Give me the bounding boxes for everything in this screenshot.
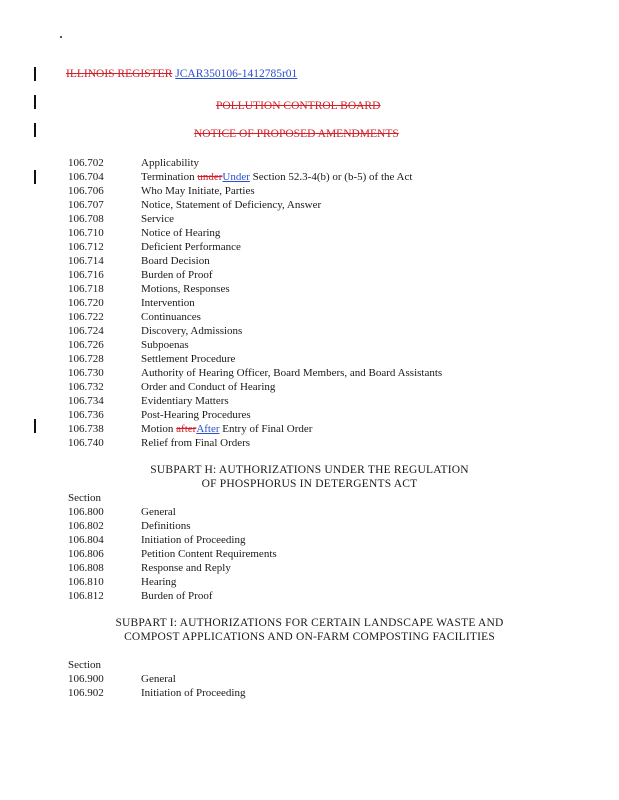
section-number: 106.712 bbox=[68, 241, 104, 253]
section-number: 106.720 bbox=[68, 297, 104, 309]
section-title: Response and Reply bbox=[141, 562, 231, 574]
section-title: Burden of Proof bbox=[141, 269, 213, 281]
section-number: 106.724 bbox=[68, 325, 104, 337]
section-title: General bbox=[141, 673, 176, 685]
section-title: Relief from Final Orders bbox=[141, 437, 251, 449]
section-number: 106.730 bbox=[68, 367, 104, 379]
section-title: Burden of Proof bbox=[141, 590, 213, 602]
deleted-text: after bbox=[176, 423, 197, 435]
section-title: Petition Content Requirements bbox=[141, 548, 277, 560]
subpart-h-heading-line1: SUBPART H: AUTHORIZATIONS UNDER THE REGULATION bbox=[150, 464, 469, 476]
section-number: 106.728 bbox=[68, 353, 104, 365]
register-header bbox=[66, 68, 297, 80]
section-number: 106.702 bbox=[68, 157, 104, 169]
section-title: Notice, Statement of Deficiency, Answer bbox=[141, 199, 322, 211]
section-number: 106.802 bbox=[68, 520, 104, 532]
title-before: Termination bbox=[141, 171, 195, 183]
section-title: Board Decision bbox=[141, 255, 210, 267]
section-title: Post-Hearing Procedures bbox=[141, 409, 251, 421]
section-title: Hearing bbox=[141, 576, 177, 588]
register-inserted-text: JCAR350106-1412785r01 bbox=[175, 68, 298, 80]
board-header bbox=[216, 100, 380, 112]
section-title: Subpoenas bbox=[141, 339, 189, 351]
section-title: Evidentiary Matters bbox=[141, 395, 229, 407]
section-number: 106.734 bbox=[68, 395, 104, 407]
section-number: 106.706 bbox=[68, 185, 104, 197]
notice-header bbox=[194, 128, 399, 140]
register-deleted-text: ILLINOIS REGISTER bbox=[66, 68, 173, 80]
section-title: Notice of Hearing bbox=[141, 227, 221, 239]
section-number: 106.707 bbox=[68, 199, 104, 211]
inserted-text: Under bbox=[222, 171, 250, 183]
section-title: Deficient Performance bbox=[141, 241, 241, 253]
section-number: 106.740 bbox=[68, 437, 104, 449]
section-number: 106.804 bbox=[68, 534, 104, 546]
section-number: 106.732 bbox=[68, 381, 104, 393]
deleted-text: under bbox=[197, 171, 223, 183]
section-title: Authority of Hearing Officer, Board Members, and Board Assistants bbox=[141, 367, 443, 379]
section-number: 106.812 bbox=[68, 590, 104, 602]
section-title: Initiation of Proceeding bbox=[141, 687, 246, 699]
section-number: 106.718 bbox=[68, 283, 104, 295]
section-title: Applicability bbox=[141, 157, 200, 169]
change-bar bbox=[34, 67, 36, 81]
subpart-i-heading-line1: SUBPART I: AUTHORIZATIONS FOR CERTAIN LANDSCAPE WASTE AND bbox=[115, 617, 504, 629]
section-title: Who May Initiate, Parties bbox=[141, 185, 255, 197]
section-number: 106.726 bbox=[68, 339, 104, 351]
section-title: Service bbox=[141, 213, 174, 225]
change-bar bbox=[34, 123, 36, 137]
section-number: 106.710 bbox=[68, 227, 104, 239]
inserted-text: After bbox=[196, 423, 220, 435]
change-bar bbox=[34, 95, 36, 109]
section-number: 106.714 bbox=[68, 255, 104, 267]
section-number: 106.716 bbox=[68, 269, 104, 281]
section-number: 106.800 bbox=[68, 506, 104, 518]
title-after: Section 52.3-4(b) or (b-5) of the Act bbox=[252, 171, 413, 183]
board-deleted-text: POLLUTION CONTROL BOARD bbox=[216, 100, 381, 112]
section-title: General bbox=[141, 506, 176, 518]
title-before: Motion bbox=[141, 423, 174, 435]
section-number: 106.722 bbox=[68, 311, 104, 323]
section-title: Continuances bbox=[141, 311, 201, 323]
section-number: 106.738 bbox=[68, 423, 104, 435]
section-label: Section bbox=[68, 659, 101, 671]
section-title: Settlement Procedure bbox=[141, 353, 236, 365]
section-number: 106.806 bbox=[68, 548, 104, 560]
section-title: Definitions bbox=[141, 520, 191, 532]
section-number: 106.736 bbox=[68, 409, 104, 421]
section-title: Order and Conduct of Hearing bbox=[141, 381, 276, 393]
section-label: Section bbox=[68, 492, 101, 504]
section-title: Initiation of Proceeding bbox=[141, 534, 246, 546]
section-title bbox=[141, 422, 312, 436]
section-number: 106.704 bbox=[68, 171, 104, 183]
section-number: 106.708 bbox=[68, 213, 104, 225]
title-after: Entry of Final Order bbox=[222, 423, 313, 435]
subpart-i-heading-line2: COMPOST APPLICATIONS AND ON-FARM COMPOSTING FACILITIES bbox=[124, 631, 495, 643]
section-number: 106.902 bbox=[68, 687, 104, 699]
scan-speck bbox=[60, 36, 62, 38]
section-title bbox=[141, 170, 412, 184]
change-bar bbox=[34, 419, 36, 433]
section-number: 106.810 bbox=[68, 576, 104, 588]
subpart-h-heading-line2: OF PHOSPHORUS IN DETERGENTS ACT bbox=[201, 478, 418, 490]
section-title: Intervention bbox=[141, 297, 195, 309]
section-number: 106.808 bbox=[68, 562, 104, 574]
change-bar bbox=[34, 170, 36, 184]
notice-deleted-text: NOTICE OF PROPOSED AMENDMENTS bbox=[194, 128, 399, 140]
section-title: Motions, Responses bbox=[141, 283, 230, 295]
section-title: Discovery, Admissions bbox=[141, 325, 243, 337]
section-number: 106.900 bbox=[68, 673, 104, 685]
